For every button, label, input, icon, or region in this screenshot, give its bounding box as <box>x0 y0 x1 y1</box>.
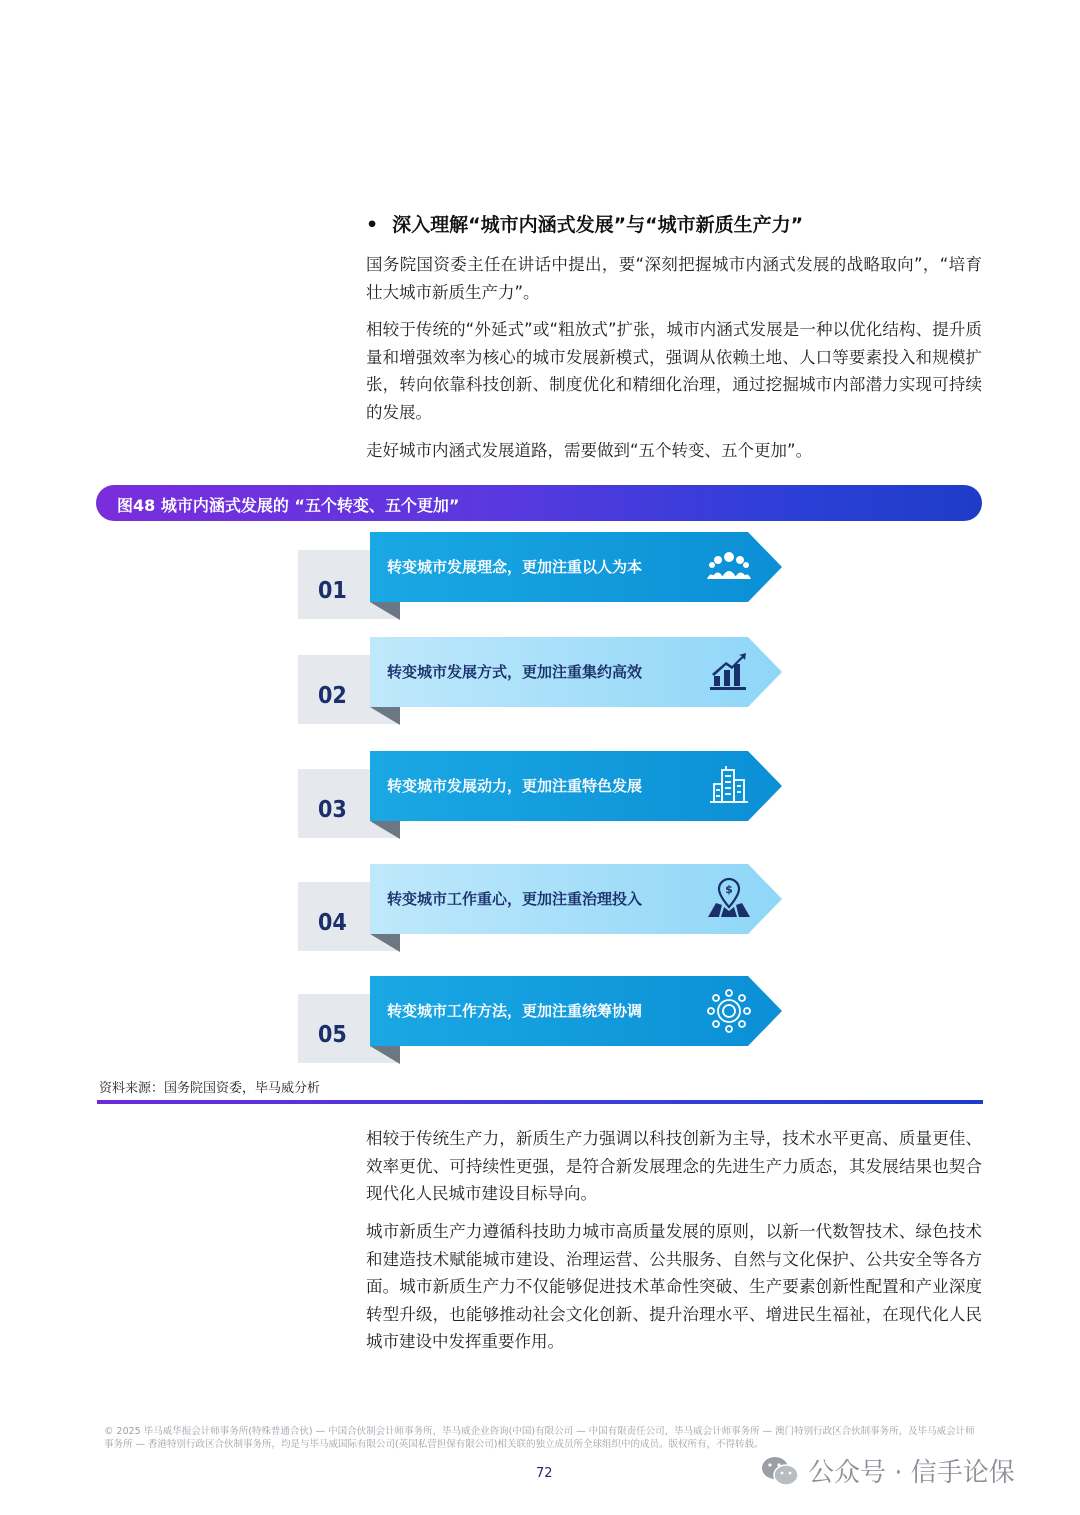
item-label: 转变城市发展理念，更加注重以人为本 <box>387 558 643 576</box>
wechat-icon <box>760 1454 800 1488</box>
fold-shadow <box>370 821 400 839</box>
city-buildings-icon <box>706 764 752 808</box>
people-group-icon <box>706 545 752 589</box>
paragraph: 走好城市内涵式发展道路，需要做到“五个转变、五个更加”。 <box>366 441 813 460</box>
item-number: 01 <box>318 578 347 604</box>
figure-item-03 <box>298 751 782 841</box>
paragraph: 相较于传统生产力，新质生产力强调以科技创新为主导，技术水平更高、质量更佳、效率更优、可持续性更强，是符合新发展理念的先进生产力质态，其发展结果也契合现代化人民城市建设目标导向。 <box>366 1129 982 1203</box>
bullet: • <box>366 214 379 236</box>
item-number: 03 <box>318 797 347 823</box>
growth-chart-icon <box>706 650 752 694</box>
section-heading-text: 深入理解“城市内涵式发展”与“城市新质生产力” <box>392 214 804 236</box>
figure-title: 图48 城市内涵式发展的 “五个转变、五个更加” <box>117 496 460 515</box>
item-number: 04 <box>318 910 347 936</box>
paragraph: 相较于传统的“外延式”或“粗放式”扩张，城市内涵式发展是一种以优化结构、提升质量和增强效率为核心的城市发展新模式，强调从依赖土地、人口等要素投入和规模扩张，转向依靠科技创新、制度优化和精细化治理，通过挖掘城市内部潜力实现可持续的发展。 <box>366 320 982 422</box>
watermark-text: 公众号 · 信手论保 <box>808 1458 1015 1488</box>
item-number: 05 <box>318 1022 347 1048</box>
item-number: 02 <box>318 683 347 709</box>
page-number: 72 <box>536 1466 553 1481</box>
section-heading <box>366 210 803 237</box>
watermark <box>760 1452 1015 1489</box>
figure-item-04 <box>298 864 782 954</box>
money-location-icon <box>706 877 752 921</box>
figure-item-01 <box>298 532 782 622</box>
figure-item-02 <box>298 637 782 727</box>
svg-text:$: $ <box>725 883 733 896</box>
fold-shadow <box>370 1046 400 1064</box>
fold-shadow <box>370 707 400 725</box>
item-label: 转变城市发展动力，更加注重特色发展 <box>387 777 643 795</box>
item-label: 转变城市发展方式，更加注重集约高效 <box>387 663 643 681</box>
paragraph: 城市新质生产力遵循科技助力城市高质量发展的原则，以新一代数智技术、绿色技术和建造技术赋能城市建设、治理运营、公共服务、自然与文化保护、公共安全等各方面。城市新质生产力不仅能够促进技术革命性突破、生产要素创新性配置和产业深度转型升级，也能够推动社会文化创新、提升治理水平、增进民生福祉，在现代化人民城市建设中发挥重要作用。 <box>366 1222 982 1351</box>
item-label: 转变城市工作方法，更加注重统筹协调 <box>387 1002 643 1020</box>
figure-source: 资料来源：国务院国资委，毕马威分析 <box>99 1081 321 1096</box>
fold-shadow <box>370 934 400 952</box>
divider <box>97 1100 983 1104</box>
fold-shadow <box>370 602 400 620</box>
figure-item-05 <box>298 976 782 1066</box>
footer-legal: © 2025 毕马威华振会计师事务所(特殊普通合伙) — 中国合伙制会计师事务所，毕马威企业咨询(中国)有限公司 — 中国有限责任公司，毕马威会计师事务所 — 澳门特别行政区合伙制事务所，及毕马威会计师事务所 — 香港特别行政区合伙制事务所，均是与毕马威国际有限公司(英国私营担保有限公司)相关联的独立成员所全球组织中的成员。版权所有，不得转载。 <box>104 1426 975 1450</box>
paragraph: 国务院国资委主任在讲话中提出，要“深刻把握城市内涵式发展的战略取向”，“培育壮大城市新质生产力”。 <box>366 255 982 302</box>
item-label: 转变城市工作重心，更加注重治理投入 <box>387 890 643 908</box>
gear-network-icon <box>706 989 752 1033</box>
